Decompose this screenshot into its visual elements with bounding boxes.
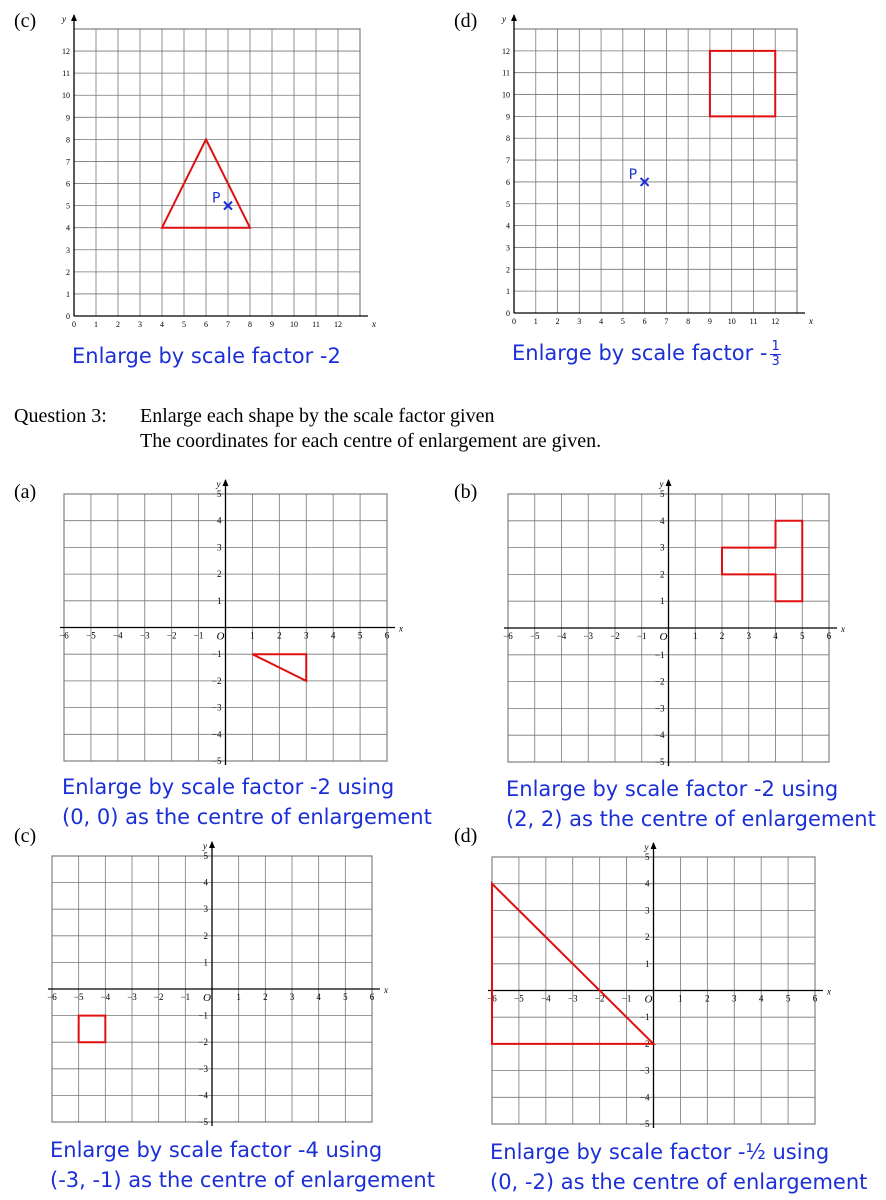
q3-d-x-tick: −5	[514, 993, 524, 1004]
part-d-line-1: Enlarge by scale factor -½ using	[490, 1140, 830, 1164]
q3-a-y-tick: 3	[217, 542, 222, 553]
q3-b-y-axis-label: y	[659, 479, 664, 489]
part-c-line-2: (-3, -1) as the centre of enlargement	[50, 1168, 435, 1192]
top-c-x-tick: 6	[204, 320, 208, 329]
q3-a-y-tick: −3	[211, 702, 222, 713]
q3-b-x-tick: −3	[583, 631, 594, 641]
top-d-x-tick: 3	[577, 317, 582, 326]
top-d-x-axis-label: x	[809, 316, 813, 326]
q3-a-y-tick: −1	[211, 649, 222, 660]
q3-a-x-tick: −3	[139, 630, 150, 641]
q3-b-x-tick: 4	[773, 631, 778, 641]
top-d-instruction-text: Enlarge by scale factor -	[512, 341, 768, 365]
top-d-x-tick: 5	[620, 317, 625, 326]
q3-c-y-tick: 2	[203, 930, 208, 941]
part-b-instruction	[506, 774, 876, 834]
part-d-label: (d)	[454, 825, 478, 847]
top-c-y-tick: 2	[66, 267, 70, 277]
q3-c-x-tick: 3	[289, 992, 295, 1002]
q3-a-y-tick: −5	[211, 756, 222, 766]
q3-a-y-tick: 2	[217, 569, 222, 580]
q3-a-y-tick: −2	[211, 675, 222, 686]
top-c-x-tick: 4	[160, 320, 164, 329]
q3-d-x-tick: 6	[812, 993, 818, 1004]
top-c-y-tick: 3	[66, 245, 70, 255]
q3-a-y-arrow	[223, 479, 229, 486]
top-d-frac-num: 1	[771, 338, 780, 354]
top-c-x-tick: 8	[248, 320, 252, 329]
q3-c-y-arrow	[209, 841, 215, 848]
top-c-x-tick: 1	[94, 320, 98, 329]
q3-a-y-axis-label: y	[216, 479, 221, 489]
q3-d-x-tick: 1	[678, 993, 683, 1004]
q3-c-y-axis-label: y	[203, 841, 207, 851]
top-c-y-arrow	[71, 14, 77, 21]
q3-b-y-tick: −3	[654, 703, 665, 714]
q3-a-x-tick: −5	[86, 630, 96, 641]
q3-a-y-tick: −4	[211, 729, 222, 740]
top-c-y-tick: 12	[62, 47, 70, 57]
q3-a-x-tick: 1	[250, 630, 255, 641]
q3-b-x-tick: −6	[503, 631, 513, 641]
top-d-x-tick: 0	[512, 317, 516, 326]
q3-d-x-tick: 2	[705, 993, 710, 1004]
top-d-x-tick: 8	[686, 317, 691, 326]
q3-b-y-tick: −4	[654, 730, 665, 741]
top-d-x-tick: 9	[707, 317, 712, 326]
q3-c-x-axis-label: x	[384, 985, 388, 995]
top-c-y-tick: 11	[62, 69, 70, 79]
q3-d-y-axis-label: y	[644, 842, 649, 852]
q3-c-origin-label: O	[203, 992, 211, 1004]
q3-b-x-tick: −4	[556, 631, 567, 641]
q3-c-y-tick: −1	[198, 1010, 208, 1021]
q3-c-x-tick: −4	[100, 992, 111, 1002]
part-c-instruction	[50, 1135, 435, 1195]
q3-a-x-tick: −1	[193, 630, 204, 641]
top-c-x-tick: 3	[138, 320, 142, 329]
q3-a-x-tick: −2	[166, 630, 177, 641]
part-a-line-1: Enlarge by scale factor -2 using	[62, 775, 395, 799]
top-c-frame	[74, 29, 360, 316]
q3-a-y-tick: 4	[217, 515, 222, 526]
q3-c-y-tick: 1	[203, 957, 208, 968]
q3-d-x-tick: −3	[567, 993, 578, 1004]
top-d-y-tick: 12	[502, 46, 510, 56]
q3-d-y-tick: −4	[639, 1092, 650, 1103]
part-d-line-2: (0, -2) as the centre of enlargement	[490, 1170, 868, 1194]
q3-c-x-tick: −1	[180, 992, 191, 1002]
top-c-y-tick: 0	[66, 312, 70, 321]
part-c-label: (c)	[14, 825, 37, 847]
question-line-2: The coordinates for each centre of enlargement are given.	[140, 430, 602, 452]
top-c-y-tick: 8	[66, 135, 70, 145]
q3-b-y-tick: −5	[654, 757, 665, 767]
q3-b-x-tick: −2	[610, 631, 620, 641]
q3-b-y-tick: 1	[660, 596, 665, 607]
q3-a-x-axis-label: x	[399, 623, 403, 634]
top-c-instruction: Enlarge by scale factor -2	[72, 344, 341, 368]
q3-b-y-arrow	[666, 479, 672, 486]
q3-b-x-tick: 1	[693, 631, 698, 641]
part-a-label: (a)	[14, 481, 37, 503]
q3-c-y-tick: −5	[198, 1117, 208, 1127]
q3-a-x-tick: 3	[304, 630, 309, 641]
top-c-y-tick: 5	[66, 201, 70, 211]
top-d-y-tick: 9	[506, 112, 510, 122]
q3-b-x-tick: 2	[719, 631, 725, 641]
question-3-heading	[14, 404, 601, 454]
top-c-x-axis-label: x	[372, 319, 376, 329]
q3-a-y-tick: 1	[217, 595, 222, 606]
q3-a-origin-label: O	[216, 630, 225, 643]
part-c-line-1: Enlarge by scale factor -4 using	[50, 1138, 383, 1162]
top-d-y-tick: 6	[506, 177, 510, 187]
top-c-x-tick: 11	[312, 320, 320, 329]
q3-a-x-tick: −6	[59, 630, 69, 641]
top-c-y-tick: 4	[66, 223, 70, 233]
q3-b-x-tick: 3	[746, 631, 751, 641]
top-d-y-tick: 2	[506, 265, 510, 275]
top-d-label: (d)	[454, 10, 478, 32]
top-d-y-tick: 7	[506, 156, 510, 166]
top-c-y-tick: 10	[62, 91, 70, 101]
top-d-fraction	[770, 340, 780, 369]
q3-c-y-tick: 3	[203, 904, 208, 915]
q3-b-y-tick: 4	[660, 515, 665, 526]
q3-a-x-tick: −4	[113, 630, 123, 641]
top-d-y-axis-label: y	[502, 14, 506, 24]
top-c-x-tick: 2	[116, 320, 120, 329]
top-d-shape-square	[710, 51, 775, 117]
top-d-y-tick: 4	[506, 221, 510, 231]
q3-c-x-tick: 6	[369, 992, 375, 1002]
q3-d-y-tick: −3	[639, 1065, 650, 1076]
top-c-x-tick: 5	[182, 320, 186, 329]
q3-d-y-tick: −2	[639, 1038, 650, 1049]
q3-b-y-tick: −1	[654, 649, 665, 660]
q3-c-x-tick: −6	[47, 992, 57, 1002]
q3-c-shape-square	[79, 1016, 106, 1043]
q3-b-x-tick: −5	[529, 631, 540, 641]
top-d-y-tick: 5	[506, 199, 510, 209]
q3-d-x-axis-label: x	[827, 986, 831, 997]
part-a-line-2: (0, 0) as the centre of enlargement	[62, 805, 432, 829]
q3-d-x-tick: 3	[732, 993, 737, 1004]
q3-d-y-tick: 5	[645, 852, 650, 862]
q3-b-x-tick: −1	[636, 631, 647, 641]
top-d-y-tick: 1	[506, 287, 510, 297]
top-d-x-tick: 1	[533, 317, 538, 326]
q3-b-y-tick: 2	[660, 569, 665, 580]
q3-b-x-tick: 6	[826, 631, 832, 641]
top-c-label: (c)	[14, 10, 37, 32]
question-line-1: Enlarge each shape by the scale factor given	[140, 405, 495, 427]
top-c-x-tick: 9	[270, 320, 274, 329]
q3-d-y-tick: 3	[645, 905, 650, 916]
top-d-x-tick: 12	[771, 317, 780, 326]
top-d-x-tick: 4	[599, 317, 604, 326]
q3-b-shape-T-shape	[722, 521, 802, 601]
part-a-instruction	[62, 772, 432, 832]
top-c-y-tick: 9	[66, 113, 70, 123]
q3-b-origin-label: O	[659, 631, 668, 643]
q3-c-y-tick: −2	[198, 1037, 208, 1048]
q3-a-y-tick: 5	[217, 489, 222, 499]
top-d-y-tick: 11	[502, 68, 510, 78]
q3-a-x-tick: 2	[277, 630, 282, 641]
top-c-x-tick: 7	[226, 320, 230, 329]
q3-d-origin-label: O	[644, 993, 653, 1006]
q3-c-x-tick: 2	[263, 992, 268, 1002]
q3-b-y-tick: 5	[660, 489, 665, 499]
q3-d-y-tick: 1	[645, 958, 650, 969]
q3-c-y-tick: −3	[198, 1063, 208, 1074]
part-b-label: (b)	[454, 481, 478, 503]
top-c-y-tick: 6	[66, 179, 70, 189]
top-d-point-label: P	[628, 166, 638, 183]
q3-c-y-tick: −4	[198, 1090, 208, 1101]
top-d-instruction	[512, 338, 781, 369]
q3-d-x-tick: −2	[594, 993, 605, 1004]
top-d-y-tick: 3	[506, 243, 510, 253]
q3-a-x-tick: 4	[330, 630, 336, 641]
q3-c-y-tick: 5	[203, 851, 208, 861]
q3-d-y-tick: 2	[645, 932, 650, 943]
top-d-x-tick: 7	[664, 317, 669, 326]
q3-b-x-axis-label: x	[841, 624, 845, 634]
q3-c-x-tick: 1	[236, 992, 241, 1002]
q3-d-x-tick: 5	[785, 993, 791, 1004]
top-c-y-axis-label: y	[62, 14, 66, 24]
top-d-y-tick: 0	[506, 309, 510, 318]
top-d-x-tick: 2	[555, 317, 560, 326]
top-d-frame	[514, 29, 797, 313]
part-b-line-1: Enlarge by scale factor -2 using	[506, 777, 839, 801]
q3-c-y-tick: 4	[203, 877, 208, 888]
top-d-y-arrow	[511, 14, 517, 21]
top-d-x-tick: 11	[749, 317, 758, 326]
q3-d-y-arrow	[651, 842, 657, 849]
q3-d-y-tick: 4	[645, 878, 650, 889]
q3-c-x-tick: −3	[127, 992, 137, 1002]
part-d-instruction	[490, 1137, 867, 1197]
top-d-frac-den: 3	[771, 353, 780, 369]
q3-c-x-tick: −2	[153, 992, 164, 1002]
top-d-x-tick: 6	[642, 317, 647, 326]
top-c-x-tick: 12	[334, 320, 342, 329]
q3-a-x-tick: 6	[384, 630, 390, 641]
q3-d-x-tick: 4	[758, 993, 764, 1004]
top-c-x-tick: 10	[290, 320, 298, 329]
q3-b-y-tick: −2	[654, 676, 665, 687]
question-number: Question 3:	[14, 405, 107, 427]
q3-d-x-tick: −1	[621, 993, 632, 1004]
q3-b-y-tick: 3	[660, 542, 665, 553]
top-c-x-tick: 0	[72, 320, 76, 329]
q3-c-x-tick: 5	[343, 992, 348, 1002]
part-b-line-2: (2, 2) as the centre of enlargement	[506, 807, 876, 831]
q3-b-x-tick: 5	[800, 631, 805, 641]
q3-c-x-tick: 4	[316, 992, 321, 1002]
q3-d-x-tick: −4	[541, 993, 551, 1004]
top-d-x-tick: 10	[727, 317, 736, 326]
top-d-y-tick: 10	[502, 90, 510, 100]
q3-c-x-tick: −5	[73, 992, 84, 1002]
q3-d-y-tick: −1	[639, 1012, 650, 1023]
top-c-point-label: P	[212, 190, 221, 207]
q3-a-x-tick: 5	[357, 630, 363, 641]
top-c-y-tick: 7	[66, 157, 70, 167]
q3-d-y-tick: −5	[639, 1119, 650, 1129]
top-c-y-tick: 1	[66, 289, 70, 299]
q3-d-x-tick: −6	[487, 993, 497, 1004]
top-d-y-tick: 8	[506, 134, 510, 144]
